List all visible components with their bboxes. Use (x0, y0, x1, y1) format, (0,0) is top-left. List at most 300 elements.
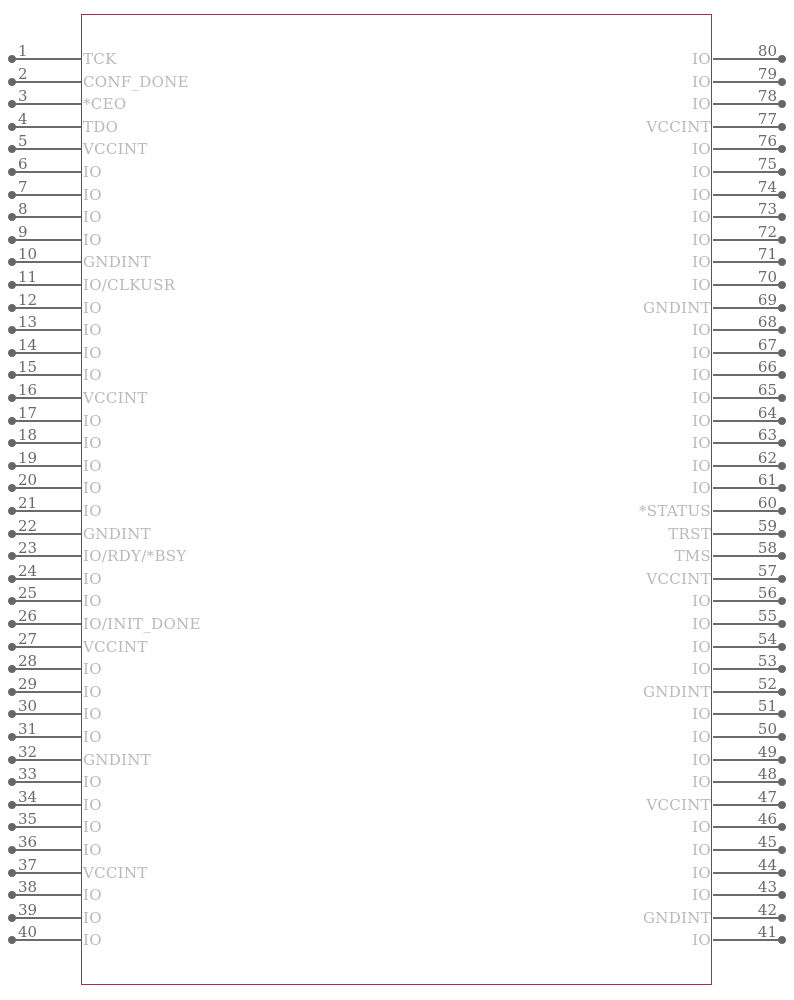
pin-number: 31 (18, 720, 38, 738)
pin-number: 19 (18, 448, 38, 467)
pin-number: 33 (18, 765, 38, 784)
pin-endpoint-dot[interactable] (778, 462, 786, 470)
pin-number: 41 (757, 923, 777, 942)
pin-endpoint-dot[interactable] (8, 258, 16, 266)
pin-number: 36 (18, 833, 38, 851)
pin-64[interactable] (374, 403, 794, 432)
pin-endpoint-dot[interactable] (8, 394, 16, 402)
pin-endpoint-dot[interactable] (8, 801, 16, 809)
pin-number: 44 (757, 855, 777, 874)
pin-number: 32 (18, 742, 38, 761)
pin-name: IO (692, 366, 711, 385)
pin-number: 76 (757, 132, 777, 151)
pin-23[interactable] (0, 539, 300, 567)
pin-name: IO (83, 569, 102, 588)
pin-name: IO (83, 818, 102, 837)
pin-number: 20 (18, 471, 38, 490)
pin-name: IO (83, 230, 102, 249)
pin-28[interactable] (0, 652, 300, 680)
pin-name: VCCINT (646, 569, 711, 588)
pin-number: 28 (18, 652, 38, 671)
pin-5[interactable] (0, 132, 300, 160)
pin-80[interactable] (374, 42, 794, 70)
pin-name: IO (692, 321, 711, 340)
pin-name: VCCINT (646, 117, 711, 136)
pin-endpoint-dot[interactable] (8, 733, 16, 741)
pin-55[interactable] (374, 607, 794, 635)
pin-endpoint-dot[interactable] (778, 733, 786, 741)
pin-name: TRST (668, 524, 711, 543)
pin-endpoint-dot[interactable] (778, 665, 786, 673)
pin-number: 61 (757, 471, 777, 490)
pin-77[interactable] (374, 109, 794, 138)
pin-number: 54 (757, 629, 777, 648)
pin-36[interactable] (0, 833, 300, 861)
pin-name: IO (692, 863, 711, 882)
pin-endpoint-dot[interactable] (8, 78, 16, 86)
pin-number: 30 (18, 697, 38, 716)
pin-endpoint-dot[interactable] (778, 756, 786, 764)
pin-endpoint-dot[interactable] (8, 620, 16, 628)
pin-name: VCCINT (83, 637, 148, 656)
pin-name: IO (692, 253, 711, 272)
pin-endpoint-dot[interactable] (778, 530, 786, 538)
pin-endpoint-dot[interactable] (778, 236, 786, 244)
pin-7[interactable] (0, 177, 300, 206)
pin-38[interactable] (0, 878, 300, 906)
pin-endpoint-dot[interactable] (778, 778, 786, 786)
pin-endpoint-dot[interactable] (778, 936, 786, 944)
pin-number: 70 (757, 268, 777, 286)
pin-name: IO (83, 728, 102, 746)
pin-endpoint-dot[interactable] (8, 462, 16, 470)
pin-endpoint-dot[interactable] (778, 869, 786, 877)
pin-endpoint-dot[interactable] (8, 778, 16, 786)
pin-56[interactable] (374, 584, 794, 612)
pin-name: IO (692, 389, 711, 407)
pin-name: IO (692, 140, 711, 159)
pin-number: 13 (18, 313, 38, 332)
pin-43[interactable] (374, 878, 794, 906)
pin-endpoint-dot[interactable] (778, 710, 786, 718)
pin-endpoint-dot[interactable] (8, 417, 16, 425)
pin-number: 68 (757, 313, 777, 332)
pin-34[interactable] (0, 787, 300, 816)
pin-76[interactable] (374, 132, 794, 160)
pin-endpoint-dot[interactable] (778, 326, 786, 334)
pin-endpoint-dot[interactable] (778, 597, 786, 605)
pin-name: TCK (83, 50, 117, 68)
pin-12[interactable] (0, 290, 300, 319)
pin-number: 49 (757, 742, 777, 761)
pin-endpoint-dot[interactable] (8, 281, 16, 289)
pin-32[interactable] (0, 742, 300, 771)
pin-14[interactable] (0, 335, 300, 364)
pin-endpoint-dot[interactable] (778, 55, 786, 63)
pin-47[interactable] (374, 787, 794, 816)
pin-endpoint-dot[interactable] (8, 552, 16, 560)
pin-6[interactable] (0, 155, 300, 183)
pin-name: IO (83, 773, 102, 792)
pin-number: 8 (18, 200, 28, 219)
pin-endpoint-dot[interactable] (778, 304, 786, 312)
pin-name: *CEO (83, 95, 127, 114)
pin-37[interactable] (0, 855, 300, 884)
pin-name: IO (692, 728, 711, 746)
pin-endpoint-dot[interactable] (778, 281, 786, 289)
pin-number: 59 (757, 516, 777, 535)
pin-1[interactable] (0, 42, 300, 70)
pin-number: 42 (757, 900, 777, 919)
pin-endpoint-dot[interactable] (8, 823, 16, 831)
pin-endpoint-dot[interactable] (8, 665, 16, 673)
pin-endpoint-dot[interactable] (8, 530, 16, 538)
pin-name: IO (692, 592, 711, 611)
pin-endpoint-dot[interactable] (778, 394, 786, 402)
pin-4[interactable] (0, 109, 300, 138)
pin-60[interactable] (374, 494, 794, 522)
pin-number: 6 (18, 155, 28, 173)
pin-63[interactable] (374, 426, 794, 454)
pin-75[interactable] (374, 155, 794, 183)
pin-number: 74 (757, 177, 777, 196)
pin-16[interactable] (0, 381, 300, 409)
pin-31[interactable] (0, 720, 300, 748)
pin-number: 37 (18, 855, 38, 874)
pin-endpoint-dot[interactable] (8, 123, 16, 131)
pin-name: IO (692, 931, 711, 950)
pin-41[interactable] (374, 923, 794, 951)
pin-name: IO (692, 818, 711, 837)
pin-number: 21 (18, 494, 38, 512)
pin-number: 27 (18, 629, 38, 648)
pin-name: IO (692, 479, 711, 498)
pin-number: 58 (757, 539, 777, 558)
pin-name: TDO (83, 117, 119, 136)
pin-number: 14 (18, 335, 38, 354)
pin-endpoint-dot[interactable] (778, 552, 786, 560)
pin-21[interactable] (0, 494, 300, 522)
pin-name: IO (692, 208, 711, 227)
pin-name: IO (692, 50, 711, 68)
pin-57[interactable] (374, 561, 794, 590)
pin-name: IO (83, 886, 102, 905)
pin-endpoint-dot[interactable] (778, 914, 786, 922)
pin-53[interactable] (374, 652, 794, 680)
pin-name: IO (692, 750, 711, 769)
pin-endpoint-dot[interactable] (778, 484, 786, 492)
pin-endpoint-dot[interactable] (8, 688, 16, 696)
pin-26[interactable] (0, 607, 300, 635)
pin-50[interactable] (374, 720, 794, 748)
pin-number: 17 (18, 403, 38, 422)
pin-name: IO (83, 841, 102, 859)
pin-name: IO (692, 886, 711, 905)
pin-endpoint-dot[interactable] (8, 55, 16, 63)
pin-number: 39 (18, 900, 38, 919)
pin-endpoint-dot[interactable] (778, 78, 786, 86)
pin-3[interactable] (0, 87, 300, 115)
pin-number: 16 (18, 381, 38, 399)
pin-number: 40 (18, 923, 38, 942)
pin-endpoint-dot[interactable] (8, 191, 16, 199)
pin-endpoint-dot[interactable] (778, 507, 786, 515)
pin-number: 24 (18, 561, 38, 580)
pin-number: 22 (18, 516, 38, 535)
pin-name: GNDINT (643, 298, 711, 317)
pin-number: 1 (18, 42, 28, 60)
pin-number: 56 (757, 584, 777, 603)
pin-71[interactable] (374, 245, 794, 273)
pin-42[interactable] (374, 900, 794, 929)
pin-endpoint-dot[interactable] (8, 213, 16, 221)
pin-endpoint-dot[interactable] (778, 417, 786, 425)
pin-endpoint-dot[interactable] (8, 439, 16, 447)
pin-endpoint-dot[interactable] (8, 846, 16, 854)
pin-number: 23 (18, 539, 38, 558)
pin-35[interactable] (0, 810, 300, 838)
pin-name: IO (83, 298, 102, 317)
pin-name: IO (692, 456, 711, 475)
pin-number: 45 (757, 833, 777, 851)
pin-22[interactable] (0, 516, 300, 545)
pin-62[interactable] (374, 448, 794, 477)
pin-54[interactable] (374, 629, 794, 658)
pin-78[interactable] (374, 87, 794, 115)
pin-number: 15 (18, 358, 38, 377)
pin-name: CONF_DONE (83, 72, 189, 91)
pin-endpoint-dot[interactable] (8, 507, 16, 515)
pin-name: IO (83, 682, 102, 701)
pin-name: IO (692, 660, 711, 679)
pin-endpoint-dot[interactable] (778, 643, 786, 651)
pin-number: 48 (757, 765, 777, 784)
pin-endpoint-dot[interactable] (8, 643, 16, 651)
pin-number: 79 (757, 64, 777, 83)
pin-endpoint-dot[interactable] (8, 236, 16, 244)
pin-66[interactable] (374, 358, 794, 386)
pin-number: 71 (757, 245, 777, 264)
pin-65[interactable] (374, 381, 794, 409)
pin-endpoint-dot[interactable] (8, 710, 16, 718)
pin-number: 35 (18, 810, 38, 829)
pin-number: 47 (757, 787, 777, 806)
pin-name: IO (83, 411, 102, 430)
pin-name: IO (83, 434, 102, 453)
pin-73[interactable] (374, 200, 794, 228)
pin-number: 50 (757, 720, 777, 738)
pin-8[interactable] (0, 200, 300, 228)
pin-40[interactable] (0, 923, 300, 951)
pin-number: 3 (18, 87, 28, 106)
pin-61[interactable] (374, 471, 794, 499)
pin-endpoint-dot[interactable] (8, 304, 16, 312)
pin-endpoint-dot[interactable] (8, 100, 16, 108)
pin-name: IO/CLKUSR (83, 276, 176, 294)
pin-19[interactable] (0, 448, 300, 477)
pin-name: VCCINT (646, 795, 711, 814)
pin-name: IO/RDY/*BSY (83, 547, 187, 566)
pin-number: 38 (18, 878, 38, 897)
pin-27[interactable] (0, 629, 300, 658)
pin-58[interactable] (374, 539, 794, 567)
pin-20[interactable] (0, 471, 300, 499)
pin-endpoint-dot[interactable] (778, 891, 786, 899)
pin-name: IO (83, 343, 102, 362)
pin-name: IO (83, 705, 102, 724)
pin-number: 69 (757, 290, 777, 309)
pin-number: 80 (757, 42, 777, 60)
pin-59[interactable] (374, 516, 794, 545)
pin-number: 65 (757, 381, 777, 399)
pin-number: 52 (757, 674, 777, 693)
pin-number: 9 (18, 222, 28, 241)
pin-name: VCCINT (83, 140, 148, 159)
pin-name: IO (692, 434, 711, 453)
pin-endpoint-dot[interactable] (778, 846, 786, 854)
pin-name: IO/INIT_DONE (83, 615, 201, 633)
pin-endpoint-dot[interactable] (8, 756, 16, 764)
pin-67[interactable] (374, 335, 794, 364)
pin-endpoint-dot[interactable] (778, 191, 786, 199)
pin-46[interactable] (374, 810, 794, 838)
pin-endpoint-dot[interactable] (778, 213, 786, 221)
pin-endpoint-dot[interactable] (8, 349, 16, 357)
pin-9[interactable] (0, 222, 300, 251)
pin-number: 72 (757, 222, 777, 241)
pin-endpoint-dot[interactable] (778, 168, 786, 176)
pin-number: 7 (18, 177, 28, 196)
pin-name: IO (692, 163, 711, 181)
pin-68[interactable] (374, 313, 794, 341)
pin-52[interactable] (374, 674, 794, 703)
pin-endpoint-dot[interactable] (778, 123, 786, 131)
pin-number: 25 (18, 584, 38, 603)
pin-number: 34 (18, 787, 38, 806)
pin-endpoint-dot[interactable] (8, 371, 16, 379)
pin-name: VCCINT (83, 863, 148, 882)
pin-number: 29 (18, 674, 38, 693)
pin-endpoint-dot[interactable] (778, 371, 786, 379)
pin-18[interactable] (0, 426, 300, 454)
pin-10[interactable] (0, 245, 300, 273)
pin-33[interactable] (0, 765, 300, 793)
pin-17[interactable] (0, 403, 300, 432)
pin-name: IO (83, 592, 102, 611)
pin-30[interactable] (0, 697, 300, 725)
pin-endpoint-dot[interactable] (778, 439, 786, 447)
pin-endpoint-dot[interactable] (778, 620, 786, 628)
pin-endpoint-dot[interactable] (8, 914, 16, 922)
pin-13[interactable] (0, 313, 300, 341)
pin-endpoint-dot[interactable] (8, 484, 16, 492)
pin-number: 55 (757, 607, 777, 625)
pin-name: IO (83, 931, 102, 950)
pin-number: 63 (757, 426, 777, 445)
pin-endpoint-dot[interactable] (778, 349, 786, 357)
pin-endpoint-dot[interactable] (8, 597, 16, 605)
pin-number: 46 (757, 810, 777, 829)
pin-49[interactable] (374, 742, 794, 771)
pin-number: 73 (757, 200, 777, 219)
pin-name: TMS (674, 547, 711, 566)
pin-number: 53 (757, 652, 777, 671)
pin-endpoint-dot[interactable] (8, 869, 16, 877)
pin-number: 78 (757, 87, 777, 106)
pin-name: IO (83, 479, 102, 498)
pin-endpoint-dot[interactable] (778, 145, 786, 153)
pin-number: 4 (18, 109, 28, 128)
pin-name: IO (83, 208, 102, 227)
pin-number: 60 (757, 494, 777, 512)
pin-name: IO (83, 502, 102, 520)
pin-number: 51 (757, 697, 777, 716)
pin-endpoint-dot[interactable] (778, 575, 786, 583)
pin-endpoint-dot[interactable] (8, 145, 16, 153)
pin-number: 77 (757, 109, 777, 128)
pin-name: VCCINT (83, 389, 148, 407)
pin-70[interactable] (374, 268, 794, 296)
pin-name: IO (692, 276, 711, 294)
pin-45[interactable] (374, 833, 794, 861)
pin-number: 43 (757, 878, 777, 897)
pin-name: GNDINT (83, 524, 151, 543)
pin-number: 18 (18, 426, 38, 445)
pin-endpoint-dot[interactable] (8, 936, 16, 944)
pin-name: IO (692, 72, 711, 91)
pin-number: 66 (757, 358, 777, 377)
pin-endpoint-dot[interactable] (8, 326, 16, 334)
pin-name: IO (692, 615, 711, 633)
pin-number: 12 (18, 290, 38, 309)
pin-number: 57 (757, 561, 777, 580)
pin-2[interactable] (0, 64, 300, 93)
pin-51[interactable] (374, 697, 794, 725)
pin-endpoint-dot[interactable] (778, 100, 786, 108)
pin-name: IO (692, 411, 711, 430)
pin-name: GNDINT (83, 750, 151, 769)
pin-endpoint-dot[interactable] (778, 258, 786, 266)
pin-endpoint-dot[interactable] (778, 823, 786, 831)
pin-endpoint-dot[interactable] (8, 168, 16, 176)
pin-name: GNDINT (643, 908, 711, 927)
pin-29[interactable] (0, 674, 300, 703)
pin-name: IO (83, 795, 102, 814)
pin-endpoint-dot[interactable] (778, 801, 786, 809)
pin-25[interactable] (0, 584, 300, 612)
pin-39[interactable] (0, 900, 300, 929)
pin-69[interactable] (374, 290, 794, 319)
pin-44[interactable] (374, 855, 794, 884)
pin-74[interactable] (374, 177, 794, 206)
pin-name: IO (83, 908, 102, 927)
pin-name: GNDINT (643, 682, 711, 701)
pin-name: IO (692, 95, 711, 114)
pin-endpoint-dot[interactable] (8, 575, 16, 583)
pin-11[interactable] (0, 268, 300, 296)
pin-79[interactable] (374, 64, 794, 93)
pin-48[interactable] (374, 765, 794, 793)
pin-number: 67 (757, 335, 777, 354)
pin-number: 2 (18, 64, 28, 83)
pin-endpoint-dot[interactable] (8, 891, 16, 899)
pin-24[interactable] (0, 561, 300, 590)
pin-72[interactable] (374, 222, 794, 251)
pin-endpoint-dot[interactable] (778, 688, 786, 696)
pin-15[interactable] (0, 358, 300, 386)
pin-name: IO (692, 637, 711, 656)
pin-name: IO (692, 185, 711, 204)
